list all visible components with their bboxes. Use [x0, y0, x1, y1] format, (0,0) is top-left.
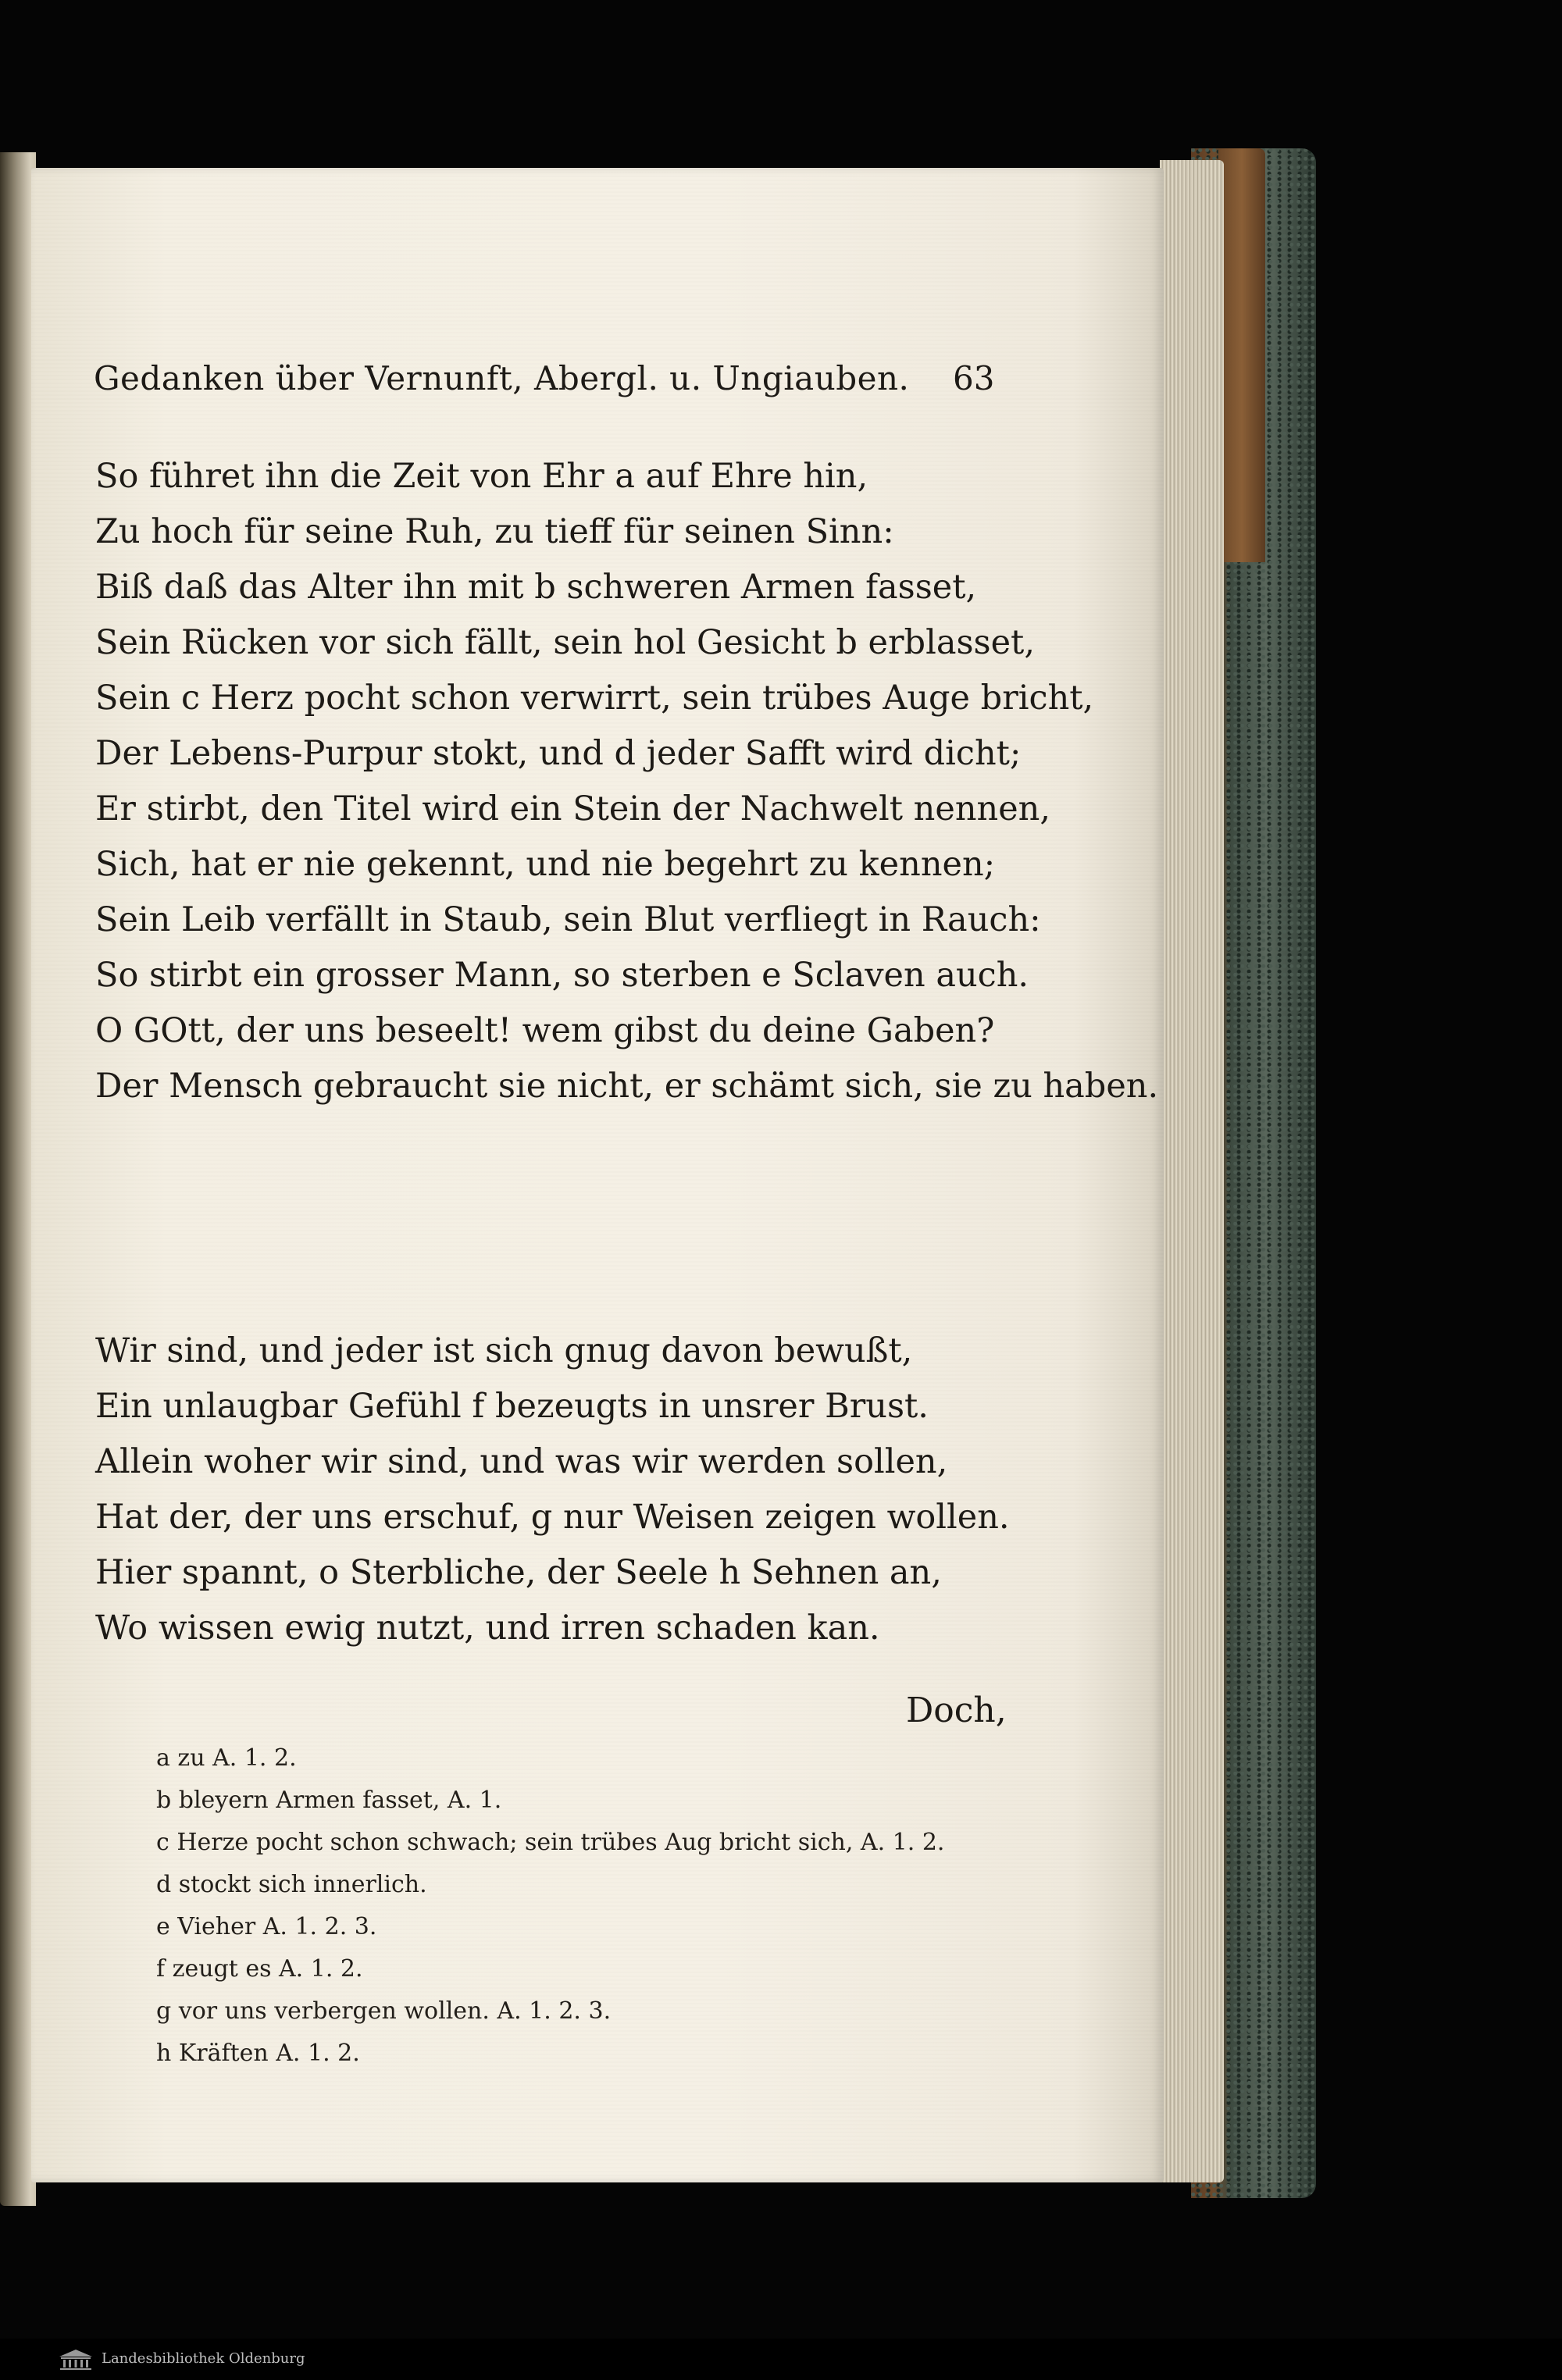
verse-line: Ein unlaugbar Gefühl f bezeugts in unsrer Brust. — [95, 1387, 929, 1426]
stanza-1 — [95, 449, 1158, 1114]
footnote: e Vieher A. 1. 2. 3. — [156, 1913, 377, 1940]
footnote: a zu A. 1. 2. — [156, 1744, 297, 1772]
library-building-icon — [58, 2349, 94, 2371]
book-page — [31, 168, 1164, 2182]
footnote: c Herze pocht schon schwach; sein trübes Aug bricht sich, A. 1. 2. — [156, 1829, 945, 1856]
footnote: h Kräften A. 1. 2. — [156, 2040, 360, 2067]
page-edges-stack — [1160, 160, 1224, 2182]
verse-line: Der Mensch gebraucht sie nicht, er schämt sich, sie zu haben. — [95, 1067, 1159, 1106]
verse-line: Sein Leib verfällt in Staub, sein Blut verfliegt in Rauch: — [95, 900, 1041, 939]
verse-line: Sein c Herz pocht schon verwirrt, sein trübes Auge bricht, — [95, 679, 1094, 718]
verse-line: Hat der, der uns erschuf, g nur Weisen zeigen wollen. — [95, 1498, 1010, 1537]
running-head: Gedanken über Vernunft, Abergl. u. Ungiauben. — [94, 359, 910, 397]
verse-line: Der Lebens-Purpur stokt, und d jeder Safft wird dicht; — [95, 734, 1022, 773]
verse-line: Hier spannt, o Sterbliche, der Seele h Sehnen an, — [95, 1553, 942, 1592]
verse-line: Wo wissen ewig nutzt, und irren schaden kan. — [95, 1609, 880, 1648]
verse-line: Zu hoch für seine Ruh, zu tieff für seinen Sinn: — [95, 512, 894, 551]
verse-line: Er stirbt, den Titel wird ein Stein der Nachwelt nennen, — [95, 789, 1051, 828]
catchword: Doch, — [906, 1691, 1007, 1730]
library-name: Landesbibliothek Oldenburg — [102, 2350, 305, 2367]
verse-line: Allein woher wir sind, und was wir werden sollen, — [95, 1442, 948, 1481]
footnote: b bleyern Armen fasset, A. 1. — [156, 1787, 502, 1814]
footnote: f zeugt es A. 1. 2. — [156, 1955, 363, 1983]
verse-line: So stirbt ein grosser Mann, so sterben e Sclaven auch. — [95, 956, 1029, 995]
cover-leather-band — [1218, 148, 1265, 562]
footnotes — [156, 1737, 944, 2075]
verse-line: Wir sind, und jeder ist sich gnug davon bewußt, — [95, 1331, 913, 1370]
verse-line: Biß daß das Alter ihn mit b schweren Armen fasset, — [95, 568, 977, 607]
verse-line: O GOtt, der uns beseelt! wem gibst du deine Gaben? — [95, 1011, 995, 1050]
footnote: g vor uns verbergen wollen. A. 1. 2. 3. — [156, 1997, 612, 2025]
stanza-2 — [95, 1324, 1010, 1656]
verse-line: Sein Rücken vor sich fällt, sein hol Gesicht b erblasset, — [95, 623, 1035, 662]
page-number: 63 — [953, 359, 995, 397]
footnote: d stockt sich innerlich. — [156, 1871, 427, 1898]
verse-line: Sich, hat er nie gekennt, und nie begehrt zu kennen; — [95, 845, 996, 884]
verse-line: So führet ihn die Zeit von Ehr a auf Ehre hin, — [95, 457, 868, 496]
